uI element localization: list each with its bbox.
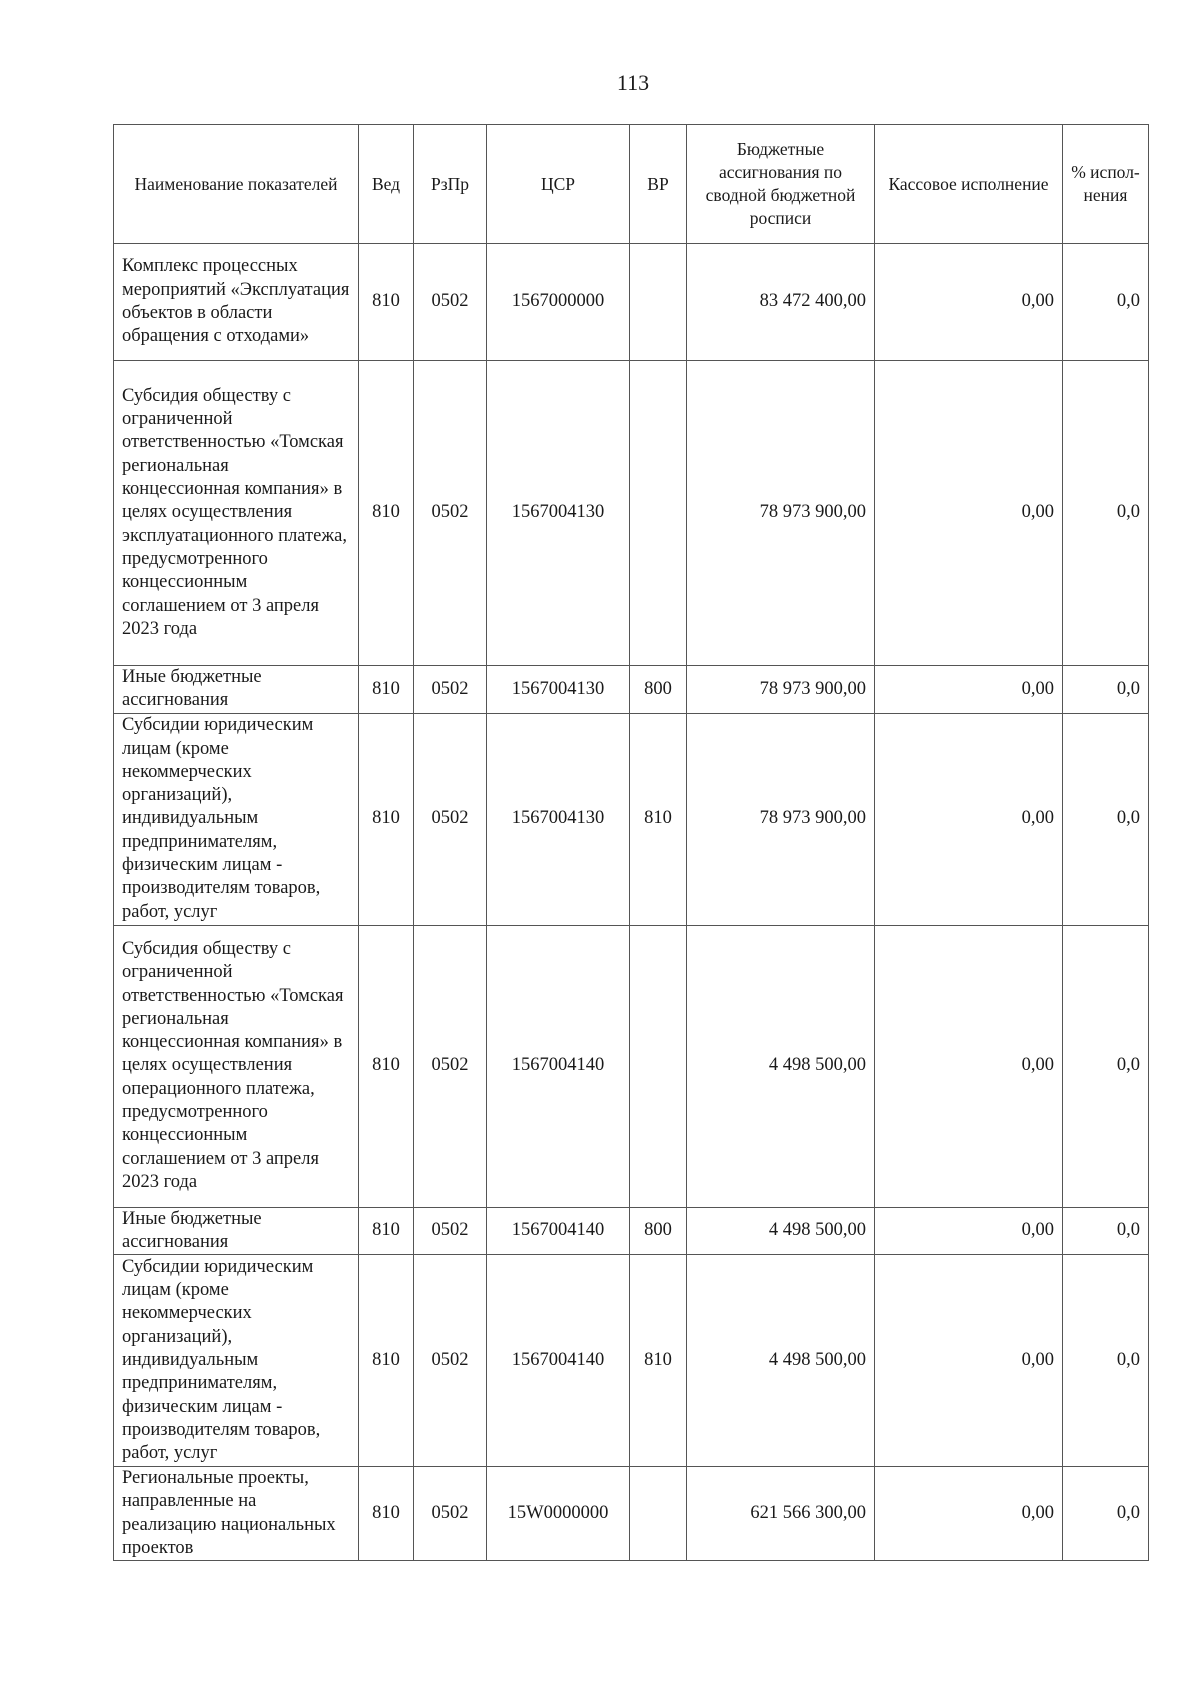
cell-cash: 0,00 xyxy=(875,713,1063,925)
cell-name: Комплекс процессных мероприятий «Эксплуатация объектов в области обращения с отходами» xyxy=(114,244,359,361)
table-row xyxy=(114,666,1149,714)
table-row xyxy=(114,1467,1149,1561)
table-row xyxy=(114,713,1149,925)
cell-vr: 810 xyxy=(630,1255,687,1467)
cell-cash: 0,00 xyxy=(875,361,1063,666)
cell-name: Иные бюджетные ассигнования xyxy=(114,1207,359,1255)
cell-vr xyxy=(630,244,687,361)
header-cash: Кассовое исполнение xyxy=(875,125,1063,244)
cell-ved: 810 xyxy=(359,361,414,666)
cell-pct: 0,0 xyxy=(1063,244,1149,361)
cell-ved: 810 xyxy=(359,1255,414,1467)
cell-csr: 1567004140 xyxy=(487,1255,630,1467)
cell-name: Субсидии юридическим лицам (кроме некоммерческих организаций), индивидуальным предпринимателям, физическим лицам - производителям товаров, работ, услуг xyxy=(114,1255,359,1467)
cell-pct: 0,0 xyxy=(1063,925,1149,1207)
cell-cash: 0,00 xyxy=(875,1255,1063,1467)
cell-cash: 0,00 xyxy=(875,666,1063,714)
cell-pct: 0,0 xyxy=(1063,1467,1149,1561)
cell-ved: 810 xyxy=(359,244,414,361)
cell-csr: 15W0000000 xyxy=(487,1467,630,1561)
header-csr: ЦСР xyxy=(487,125,630,244)
table-header-row xyxy=(114,125,1149,244)
page-number: 113 xyxy=(616,70,650,95)
cell-budget: 4 498 500,00 xyxy=(687,925,875,1207)
cell-vr: 810 xyxy=(630,713,687,925)
cell-vr: 800 xyxy=(630,1207,687,1255)
cell-rzpr: 0502 xyxy=(414,713,487,925)
cell-rzpr: 0502 xyxy=(414,1467,487,1561)
cell-csr: 1567004130 xyxy=(487,666,630,714)
table-row xyxy=(114,1255,1149,1467)
cell-budget: 621 566 300,00 xyxy=(687,1467,875,1561)
cell-cash: 0,00 xyxy=(875,925,1063,1207)
cell-budget: 4 498 500,00 xyxy=(687,1207,875,1255)
header-pct: % испол-нения xyxy=(1063,125,1149,244)
cell-rzpr: 0502 xyxy=(414,925,487,1207)
cell-csr: 1567004140 xyxy=(487,925,630,1207)
cell-budget: 83 472 400,00 xyxy=(687,244,875,361)
header-budget: Бюджетные ассигнования по сводной бюджетной росписи xyxy=(687,125,875,244)
cell-name: Субсидия обществу с ограниченной ответственностью «Томская региональная концессионная компания» в целях осуществления эксплуатационного платежа, предусмотренного концессионным соглашением от 3 апреля 2023 года xyxy=(114,361,359,666)
header-name: Наименование показателей xyxy=(114,125,359,244)
cell-name: Субсидия обществу с ограниченной ответственностью «Томская региональная концессионная компания» в целях осуществления операционного платежа, предусмотренного концессионным соглашением от 3 апреля 2023 года xyxy=(114,925,359,1207)
header-vr: ВР xyxy=(630,125,687,244)
cell-pct: 0,0 xyxy=(1063,1207,1149,1255)
cell-budget: 4 498 500,00 xyxy=(687,1255,875,1467)
cell-rzpr: 0502 xyxy=(414,361,487,666)
table-row xyxy=(114,925,1149,1207)
cell-ved: 810 xyxy=(359,666,414,714)
cell-pct: 0,0 xyxy=(1063,361,1149,666)
cell-cash: 0,00 xyxy=(875,1207,1063,1255)
cell-budget: 78 973 900,00 xyxy=(687,666,875,714)
cell-name: Региональные проекты, направленные на реализацию национальных проектов xyxy=(114,1467,359,1561)
cell-cash: 0,00 xyxy=(875,1467,1063,1561)
cell-rzpr: 0502 xyxy=(414,1207,487,1255)
cell-budget: 78 973 900,00 xyxy=(687,361,875,666)
table-row xyxy=(114,361,1149,666)
cell-cash: 0,00 xyxy=(875,244,1063,361)
cell-ved: 810 xyxy=(359,925,414,1207)
header-ved: Вед xyxy=(359,125,414,244)
cell-csr: 1567000000 xyxy=(487,244,630,361)
cell-ved: 810 xyxy=(359,1207,414,1255)
cell-rzpr: 0502 xyxy=(414,666,487,714)
cell-vr xyxy=(630,361,687,666)
cell-vr: 800 xyxy=(630,666,687,714)
cell-csr: 1567004130 xyxy=(487,713,630,925)
cell-pct: 0,0 xyxy=(1063,713,1149,925)
cell-ved: 810 xyxy=(359,1467,414,1561)
cell-vr xyxy=(630,925,687,1207)
table-row xyxy=(114,244,1149,361)
cell-name: Иные бюджетные ассигнования xyxy=(114,666,359,714)
table-row xyxy=(114,1207,1149,1255)
cell-pct: 0,0 xyxy=(1063,1255,1149,1467)
budget-execution-table xyxy=(113,124,1149,1561)
header-rzpr: РзПр xyxy=(414,125,487,244)
cell-ved: 810 xyxy=(359,713,414,925)
cell-budget: 78 973 900,00 xyxy=(687,713,875,925)
cell-name: Субсидии юридическим лицам (кроме некоммерческих организаций), индивидуальным предпринимателям, физическим лицам - производителям товаров, работ, услуг xyxy=(114,713,359,925)
cell-rzpr: 0502 xyxy=(414,244,487,361)
cell-vr xyxy=(630,1467,687,1561)
cell-csr: 1567004130 xyxy=(487,361,630,666)
cell-csr: 1567004140 xyxy=(487,1207,630,1255)
cell-rzpr: 0502 xyxy=(414,1255,487,1467)
cell-pct: 0,0 xyxy=(1063,666,1149,714)
